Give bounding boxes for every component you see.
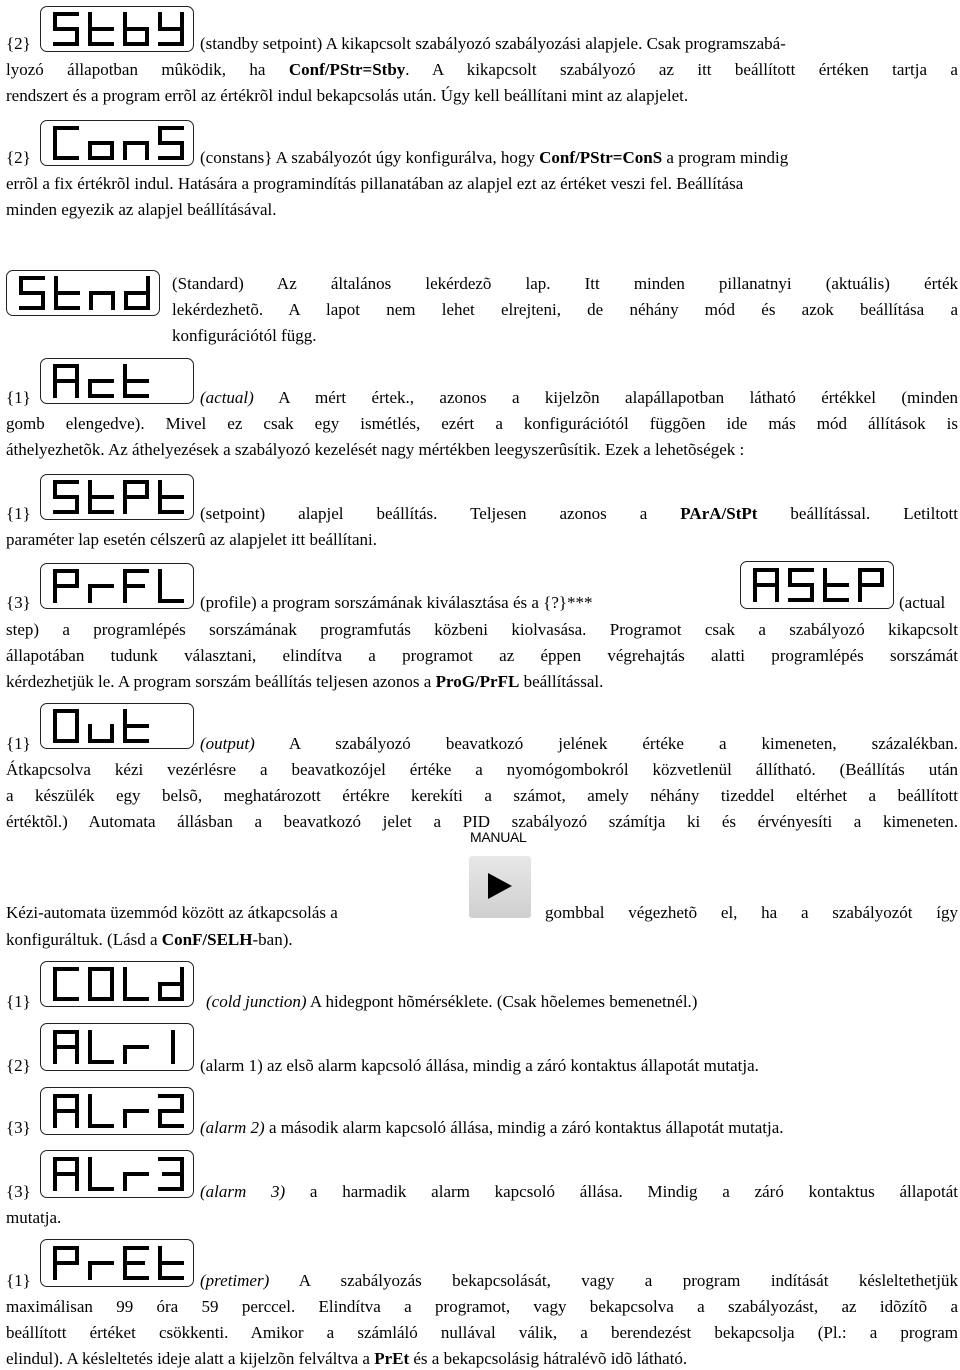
seven-segment-display bbox=[40, 1087, 194, 1135]
ref-number: {2} bbox=[6, 1056, 31, 1075]
paragraph-line: konfiguráltuk. (Lásd a ConF/SELH-ban). bbox=[6, 930, 293, 949]
paragraph-line: step) a programlépés sorszámának programfutás közbeni kiolvasása. Programot csak a szabályozó kikapcsolt bbox=[6, 620, 958, 639]
paragraph-line: maximálisan 99 óra 59 perccel. Elindítva a programot, vagy bekapcsolva a szabályozást, az idõzítõ a bbox=[6, 1297, 958, 1316]
paragraph-line: kérdezhetjük le. A program sorszám beállítás teljesen azonos a ProG/PrFL beállítással. bbox=[6, 672, 604, 691]
paragraph-line: lekérdezhetõ. A lapot nem lehet elrejteni, de néhány mód és azok beállítása a bbox=[172, 300, 958, 319]
manual-play-button[interactable] bbox=[469, 856, 531, 918]
paragraph-line: értéktõl.) Automata állásban a beavatkozó jelet a PID szabályozó számítja ki és érvényesíti a kimeneten. bbox=[6, 812, 958, 831]
paragraph-line: (actual bbox=[899, 593, 946, 612]
paragraph-line: mutatja. bbox=[6, 1208, 62, 1227]
ref-number: {3} bbox=[6, 593, 31, 612]
seven-segment-display bbox=[740, 561, 894, 609]
seven-segment-display bbox=[40, 1150, 194, 1198]
paragraph-line: gombbal végezhetõ el, ha a szabályozót így bbox=[545, 903, 958, 922]
seven-segment-display bbox=[40, 6, 194, 52]
paragraph-line: beállított értéket csökkenti. Amikor a számláló nullával válik, a berendezést bekapcsolja (Pl.: a program bbox=[6, 1323, 958, 1342]
paragraph-line: errõl a fix értékrõl indul. Hatására a programindítás pillanatában az alapjel ezt az értéket veszi fel. Beállítása bbox=[6, 174, 744, 193]
seven-segment-display bbox=[40, 120, 194, 166]
paragraph-line: (standby setpoint) A kikapcsolt szabályozó szabályozási alapjele. Csak programszabá- bbox=[200, 34, 786, 53]
seven-segment-display bbox=[40, 563, 194, 609]
ref-number: {2} bbox=[6, 34, 31, 53]
paragraph-line: elindul). A késleltetés ideje alatt a kijelzõn felváltva a PrEt és a bekapcsolásig hátralévõ idõ látható. bbox=[6, 1349, 688, 1368]
paragraph-line: (alarm 2) a második alarm kapcsoló állása, mindig a záró kontaktus állapotát mutatja. bbox=[200, 1118, 784, 1137]
paragraph-line: (constans} A szabályozót úgy konfigurálva, hogy Conf/PStr=ConS a program mindig bbox=[200, 148, 789, 167]
seven-segment-display bbox=[40, 474, 194, 520]
paragraph-line: gomb elengedve). Mivel ez csak egy ismétlés, ezért a konfigurációtól függõen ide más mód állítások is bbox=[6, 414, 958, 433]
paragraph-line: lyozó állapotban mûködik, ha Conf/PStr=Stby. A kikapcsolt szabályozó az itt beállított értéken tartja a bbox=[6, 60, 958, 79]
manual-button-label: MANUAL bbox=[470, 829, 527, 845]
paragraph-line: (alarm 3) a harmadik alarm kapcsoló állása. Mindig a záró kontaktus állapotát bbox=[200, 1182, 958, 1201]
ref-number: {1} bbox=[6, 734, 31, 753]
ref-number: {1} bbox=[6, 388, 31, 407]
paragraph-line: (setpoint) alapjel beállítás. Teljesen azonos a PArA/StPt beállítással. Letiltott bbox=[200, 504, 958, 523]
paragraph-line: áthelyezhetõk. Az áthelyezések a szabályozó kezelését nagy mértékben leegyszerûsítik. Ezek a lehetõségek : bbox=[6, 440, 745, 459]
ref-number: {1} bbox=[6, 992, 31, 1011]
ref-number: {1} bbox=[6, 1271, 31, 1290]
seven-segment-display bbox=[40, 961, 194, 1007]
ref-number: {1} bbox=[6, 504, 31, 523]
paragraph-line: (profile) a program sorszámának kiválasztása és a {?}*** bbox=[200, 593, 593, 612]
paragraph-line: Átkapcsolva kézi vezérlésre a beavatkozójel értéke a nyomógombokról közvetlenül állítható. (Beállítás után bbox=[6, 760, 958, 779]
paragraph-line: (Standard) Az általános lekérdezõ lap. Itt minden pillanatnyi (aktuális) érték bbox=[172, 274, 958, 293]
paragraph-line: konfigurációtól függ. bbox=[172, 326, 317, 345]
seven-segment-display bbox=[40, 358, 194, 404]
paragraph-line: (alarm 1) az elsõ alarm kapcsoló állása, mindig a záró kontaktus állapotát mutatja. bbox=[200, 1056, 759, 1075]
paragraph-line: (cold junction) A hidegpont hõmérséklete. (Csak hõelemes bemenetnél.) bbox=[206, 992, 698, 1011]
paragraph-line: (pretimer) A szabályozás bekapcsolását, vagy a program indítását késleltethetjük bbox=[200, 1271, 958, 1290]
seven-segment-display bbox=[40, 1023, 194, 1071]
paragraph-line: rendszert és a program errõl az értékrõl indul bekapcsolás után. Úgy kell beállítani mint az alapjelet. bbox=[6, 86, 689, 105]
seven-segment-display bbox=[6, 270, 160, 316]
paragraph-line: Kézi-automata üzemmód között az átkapcsolás a bbox=[6, 903, 338, 922]
play-icon bbox=[488, 873, 512, 899]
paragraph-line: a készülék egy belsõ, meghatározott értékre kerekíti a számot, amely néhány tizeddel eltérhet a beállított bbox=[6, 786, 958, 805]
ref-number: {3} bbox=[6, 1118, 31, 1137]
stnd-paragraph bbox=[172, 274, 958, 346]
paragraph-line: (output) A szabályozó beavatkozó jelének értéke a kimeneten, százalékban. bbox=[200, 734, 958, 753]
seven-segment-display bbox=[40, 703, 194, 749]
paragraph-line: állapotában tudunk választani, elindítva a programot az éppen végrehajtás alatti programlépés sorszámát bbox=[6, 646, 958, 665]
paragraph-line: (actual) A mért értek., azonos a kijelzõn alapállapotban látható értékkel (minden bbox=[200, 388, 958, 407]
paragraph-line: minden egyezik az alapjel beállításával. bbox=[6, 200, 277, 219]
seven-segment-display bbox=[40, 1239, 194, 1287]
ref-number: {2} bbox=[6, 148, 31, 167]
ref-number: {3} bbox=[6, 1182, 31, 1201]
paragraph-line: paraméter lap esetén célszerû az alapjelet itt beállítani. bbox=[6, 530, 377, 549]
